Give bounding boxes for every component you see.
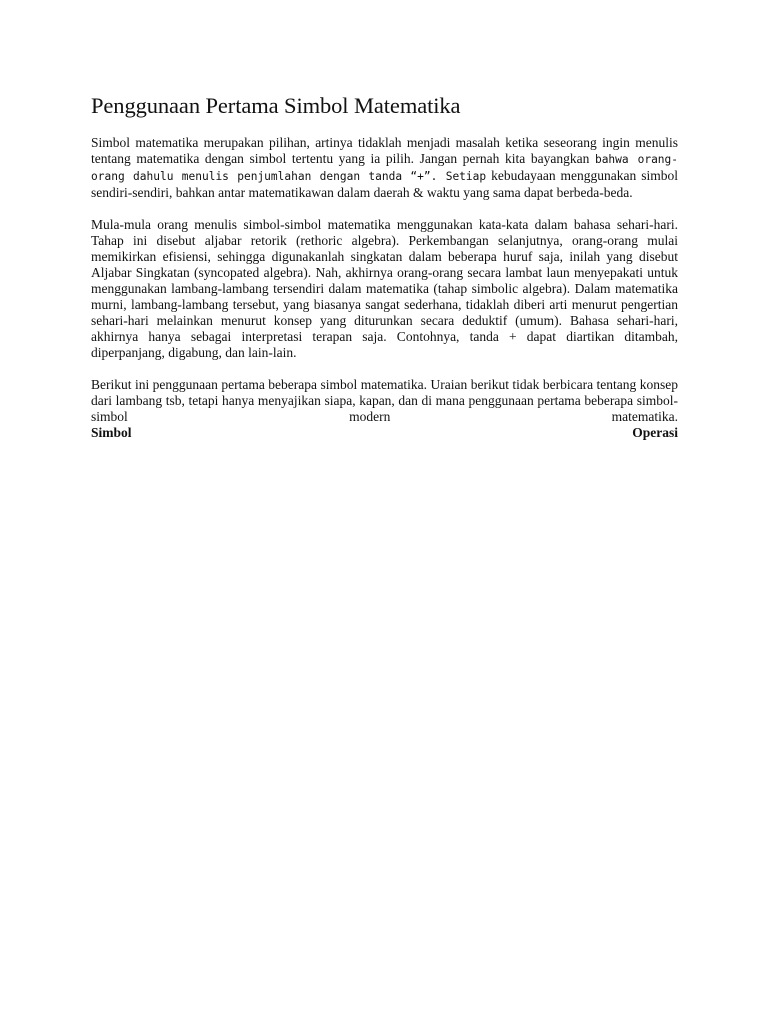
table-header-operation: Operasi bbox=[632, 425, 678, 440]
table-header-symbol: Simbol bbox=[91, 425, 132, 440]
paragraph-intro-part-3: kebudayaan menggunakan simbol sendiri-sendiri, bahkan antar matematikawan dalam daerah & waktu yang sama dapat berbeda-beda. bbox=[91, 168, 679, 200]
table-header-row bbox=[91, 425, 678, 441]
paragraph-intro-part-2: bahwa orang-orang dahulu menulis penjumlahan dengan tanda “+”. Setiap bbox=[91, 153, 679, 183]
document-content bbox=[91, 93, 678, 441]
paragraph-history: Mula-mula orang menulis simbol-simbol matematika menggunakan kata-kata dalam bahasa sehari-hari. Tahap ini disebut aljabar retorik (rethoric algebra). Perkembangan selanjutnya, orang-orang mulai memikirkan efisiensi, sehingga digunakanlah singkatan dalam beberapa huruf saja, inilah yang disebut Aljabar Singkatan (syncopated algebra). Nah, akhirnya orang-orang secara lambat laun menyepakati untuk menggunakan lambang-lambang tersendiri dalam matematika (tahap simbolic algebra). Dalam matematika murni, lambang-lambang tersebut, yang biasanya sangat sederhana, tidaklah diberi arti menurut pengertian sehari-hari melainkan menurut konsep yang diturunkan secara deduktif (umum). Bahasa sehari-hari, akhirnya hanya sebagai interpretasi terapan saja. Contohnya, tanda + dapat diartikan ditambah, diperpanjang, digabung, dan lain-lain. bbox=[91, 217, 678, 360]
paragraph-intro bbox=[91, 135, 678, 201]
paragraph-list-intro: Berikut ini penggunaan pertama beberapa simbol matematika. Uraian berikut tidak berbicara tentang konsep dari lambang tsb, tetapi hanya menyajikan siapa, kapan, dan di mana penggunaan pertama beberapa simbol-simbol modern matematika. bbox=[91, 377, 678, 424]
paragraph-intro-part-1: Simbol matematika merupakan pilihan, artinya tidaklah menjadi masalah ketika seseorang ingin menulis tentang matematika dengan simbol tertentu yang ia pilih. Jangan pernah kita bayangkan bbox=[91, 135, 678, 166]
page-title: Penggunaan Pertama Simbol Matematika bbox=[91, 93, 461, 118]
